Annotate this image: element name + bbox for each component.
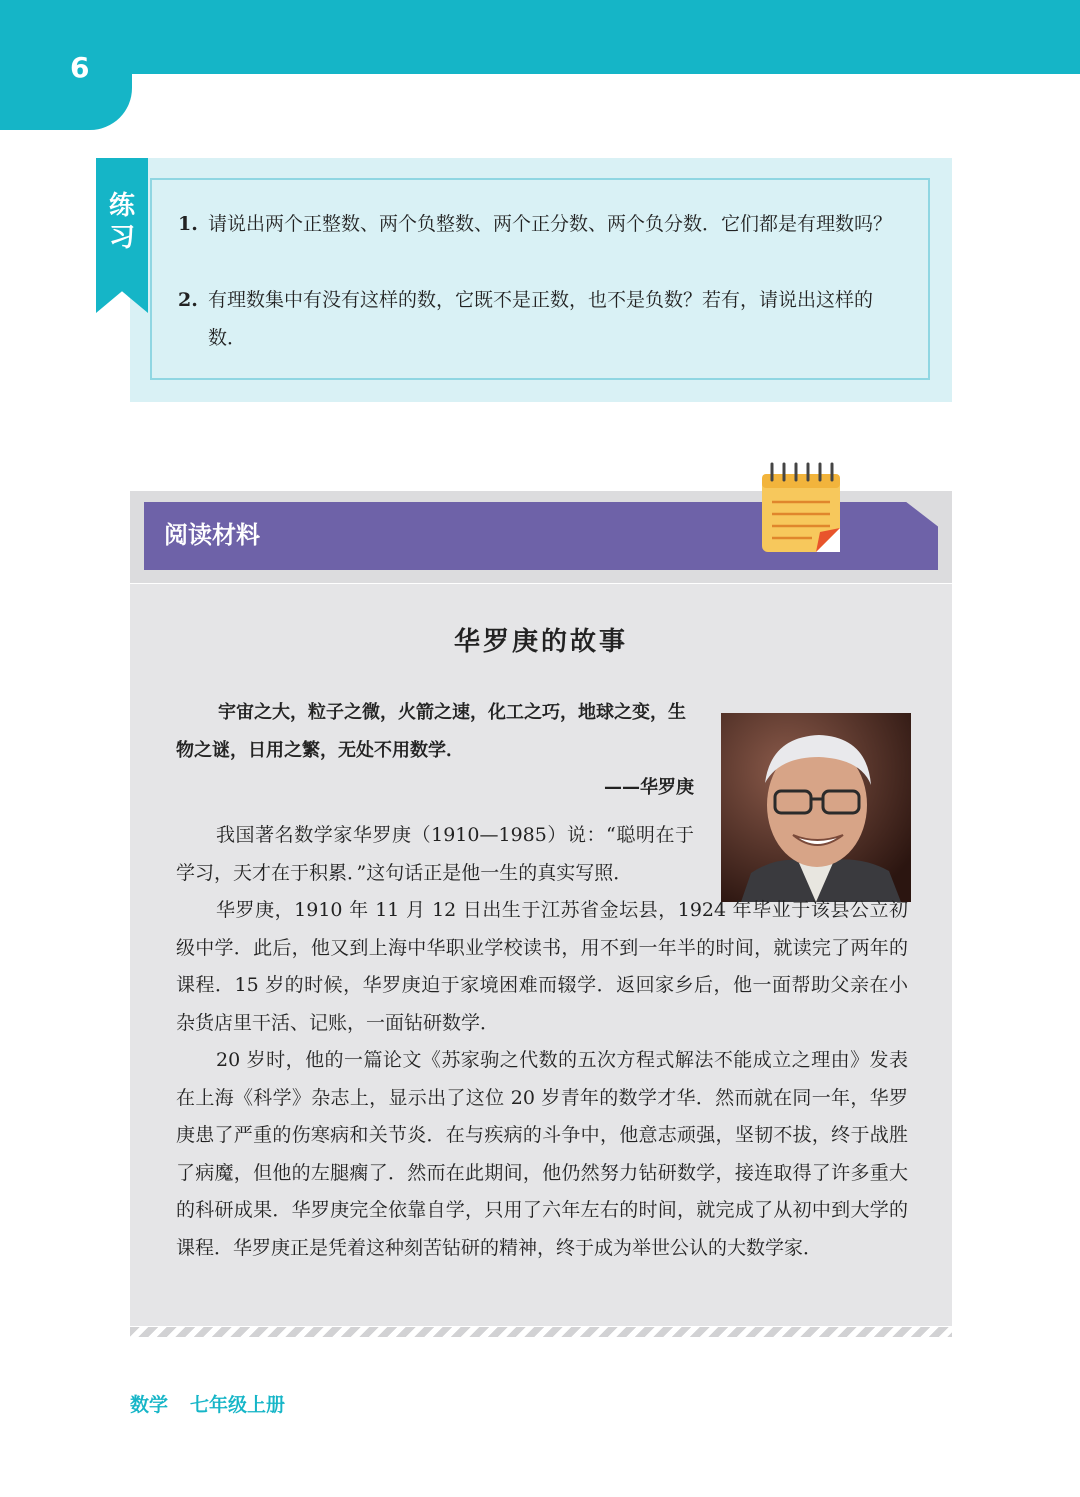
- exercise-text: 有理数集中有没有这样的数，它既不是正数，也不是负数？若有，请说出这样的数．: [208, 289, 874, 349]
- exercise-text: 请说出两个正整数、两个负整数、两个正分数、两个负分数．它们都是有理数吗？: [208, 213, 893, 235]
- reading-header-title: 阅读材料: [164, 521, 260, 549]
- portrait-photo: [721, 713, 911, 902]
- page-number-tab: [0, 0, 132, 130]
- page-number: 6: [70, 51, 90, 84]
- story-title: 华罗庚的故事: [453, 627, 628, 657]
- exercise-number: 2.: [178, 289, 198, 311]
- striped-divider: [130, 1327, 952, 1337]
- ribbon-char-2: 习: [108, 223, 135, 253]
- exercise-item-2: [178, 281, 908, 357]
- paragraph: 我国著名数学家华罗庚（1910—1985）说：“聪明在于学习，天才在于积累．”这句话正是他一生的真实写照．: [176, 824, 694, 884]
- exercise-item-1: [178, 205, 908, 243]
- top-color-band: [0, 0, 1080, 74]
- ribbon-char-1: 练: [108, 191, 135, 221]
- exercise-number: 1.: [178, 213, 198, 235]
- paragraph: 20 岁时，他的一篇论文《苏家驹之代数的五次方程式解法不能成立之理由》发表在上海《科学》杂志上，显示出了这位 20 岁青年的数学才华．然而就在同一年，华罗庚患了严重的伤寒病和关节炎．在与疾病的斗争中，他意志顽强，坚韧不拔，终于战胜了病魔，但他的左腿瘸了．然而在此期间，他仍然努力钻研数学，接连取得了许多重大的科研成果．华罗庚完全依靠自学，只用了六年左右的时间，就完成了从初中到大学的课程．华罗庚正是凭着这种刻苦钻研的精神，终于成为举世公认的大数学家．: [176, 1049, 908, 1259]
- page-footer: [130, 1388, 285, 1422]
- epigraph-author: ——华罗庚: [604, 777, 694, 798]
- notepad-icon: [758, 460, 844, 556]
- paragraph: 华罗庚，1910 年 11 月 12 日出生于江苏省金坛县，1924 年毕业于该县公立初级中学．此后，他又到上海中华职业学校读书，用不到一年半的时间，就读完了两年的课程．15 岁的时候，华罗庚迫于家境困难而辍学．返回家乡后，他一面帮助父亲在小杂货店里干活、记账，一面钻研数学．: [176, 899, 908, 1034]
- footer-subject: 数学: [130, 1394, 169, 1416]
- footer-grade: 七年级上册: [190, 1394, 286, 1416]
- exercise-ribbon-label: [96, 190, 148, 254]
- epigraph-quote: 宇宙之大，粒子之微，火箭之速，化工之巧，地球之变，生物之谜，日用之繁，无处不用数学．: [176, 702, 686, 761]
